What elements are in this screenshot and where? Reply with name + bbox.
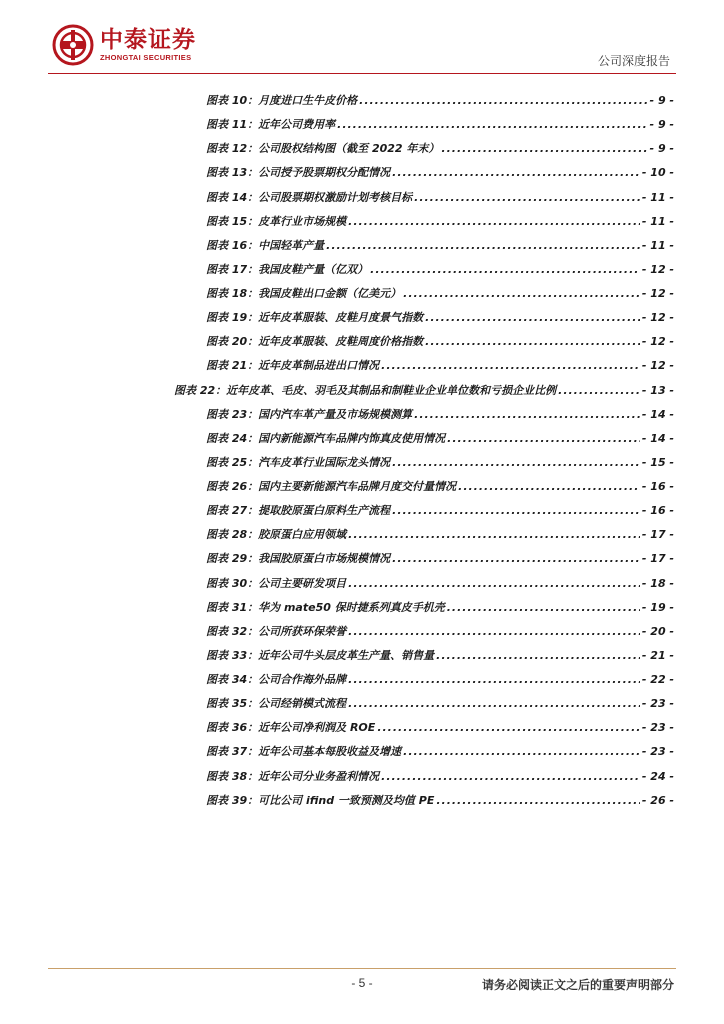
toc-entry-label: 图表 30：公司主要研发项目 [206,576,347,590]
toc-dot-leader [558,384,640,397]
toc-entry-page: - 15 - [641,455,674,469]
toc-entry-label: 图表 10：月度进口生牛皮价格 [206,94,358,107]
toc-dot-leader [381,359,640,372]
toc-entry[interactable] [206,357,674,381]
toc-dot-leader [392,552,640,565]
toc-entry[interactable] [206,575,674,599]
toc-entry-label: 图表 23：国内汽车革产量及市场规模测算 [206,407,413,421]
toc-entry-label: 图表 19：近年皮革服装、皮鞋月度景气指数 [206,311,424,325]
toc-entry-page: - 17 - [641,552,674,566]
logo-en: ZHONGTAI SECURITIES [100,53,192,62]
toc-dot-leader [436,649,640,662]
toc-entry[interactable] [174,382,674,406]
toc-entry-page: - 12 - [641,262,674,276]
toc-entry-label: 图表 20：近年皮革服装、皮鞋周度价格指数 [206,335,424,349]
page-number: - 5 - [351,976,373,990]
toc-entry-label: 图表 17：我国皮鞋产量（亿双） [206,262,369,276]
toc-entry[interactable] [206,406,674,430]
toc-entry-page: - 18 - [641,576,674,590]
toc-entry-page: - 12 - [641,359,674,373]
toc-entry-label: 图表 12：公司股权结构图（截至 2022 年末） [206,142,440,156]
toc-entry-page: - 13 - [641,383,674,397]
toc-entry[interactable] [206,237,674,261]
toc-dot-leader [348,697,640,710]
toc-entry-label: 图表 27：提取胶原蛋白原料生产流程 [206,504,391,518]
toc-dot-leader [447,432,640,445]
toc-entry-page: - 9 - [649,94,674,107]
toc-entry[interactable] [206,261,674,285]
toc-dot-leader [370,263,640,276]
toc-entry[interactable] [206,743,674,767]
toc-entry-page: - 12 - [641,311,674,325]
toc-entry-page: - 23 - [641,697,674,711]
toc-dot-leader [377,721,640,734]
toc-entry-page: - 23 - [641,745,674,759]
toc-dot-leader [425,335,640,348]
toc-entry-page: - 22 - [641,673,674,686]
toc-dot-leader [392,166,640,179]
toc-entry[interactable] [206,792,674,816]
toc-entry-label: 图表 15：皮革行业市场规模 [206,214,347,228]
toc-entry-label: 图表 32：公司所获环保荣誉 [206,624,347,638]
toc-entry[interactable] [206,695,674,719]
toc-entry[interactable] [206,116,674,140]
toc-entry-label: 图表 34：公司合作海外品牌 [206,673,347,686]
toc-entry[interactable] [206,430,674,454]
toc-dot-leader [436,794,640,807]
toc-entry-label: 图表 33：近年公司牛头层皮革生产量、销售量 [206,648,435,662]
logo-text [100,27,196,63]
toc-entry-label: 图表 21：近年皮革制品进出口情况 [206,359,380,373]
toc-dot-leader [392,504,640,517]
toc-dot-leader [425,311,640,324]
toc-entry[interactable] [206,599,674,623]
toc-entry[interactable] [206,502,674,526]
toc-entry-label: 图表 24：国内新能源汽车品牌内饰真皮使用情况 [206,431,446,445]
toc-entry[interactable] [206,550,674,574]
toc-dot-leader [348,577,640,590]
header-divider [48,73,676,74]
toc-entry-page: - 26 - [641,793,674,807]
toc-entry-label: 图表 35：公司经销模式流程 [206,697,347,711]
toc-entry-label: 图表 28：胶原蛋白应用领域 [206,528,347,542]
toc-entry[interactable] [206,623,674,647]
toc-entry[interactable] [206,285,674,309]
toc-entry-label: 图表 18：我国皮鞋出口金额（亿美元） [206,287,402,300]
toc-entry-label: 图表 13：公司授予股票期权分配情况 [206,166,391,180]
toc-dot-leader [414,408,640,421]
toc-entry-label: 图表 36：近年公司净利润及 ROE [206,721,376,735]
toc-entry-label: 图表 16：中国轻革产量 [206,238,325,252]
toc-entry-page: - 12 - [641,335,674,349]
toc-dot-leader [458,480,640,493]
toc-entry[interactable] [206,140,674,164]
toc-entry-page: - 21 - [641,648,674,662]
toc-entry-page: - 24 - [641,769,674,783]
toc-dot-leader [348,673,640,686]
toc-entry[interactable] [206,213,674,237]
toc-entry-page: - 10 - [641,166,674,180]
report-type: 公司深度报告 [597,54,670,68]
toc-entry-label: 图表 39：可比公司 ifind 一致预测及均值 PE [206,793,435,807]
toc-entry-page: - 20 - [641,624,674,638]
toc-entry-label: 图表 22：近年皮革、毛皮、羽毛及其制品和制鞋业企业单位数和亏损企业比例 [174,383,557,397]
toc-entry-page: - 11 - [641,190,674,204]
toc-entry[interactable] [206,719,674,743]
page-header [0,0,724,80]
company-logo [52,24,196,66]
toc-dot-leader [392,456,640,469]
toc-entry[interactable] [206,768,674,792]
toc-entry-label: 图表 11：近年公司费用率 [206,118,336,132]
toc-entry-label: 图表 25：汽车皮革行业国际龙头情况 [206,455,391,469]
footer-disclaimer: 请务必阅读正文之后的重要声明部分 [481,978,674,992]
toc-entry-page: - 17 - [641,528,674,542]
toc-entry[interactable] [206,333,674,357]
toc-dot-leader [403,287,640,300]
toc-entry-label: 图表 38：近年公司分业务盈利情况 [206,769,380,783]
toc-dot-leader [441,142,647,155]
toc-entry-page: - 14 - [641,407,674,421]
table-of-figures [174,92,674,816]
toc-entry-label: 图表 29：我国胶原蛋白市场规模情况 [206,552,391,566]
toc-dot-leader [381,770,640,783]
toc-entry[interactable] [206,309,674,333]
toc-entry-label: 图表 14：公司股票期权激励计划考核目标 [206,190,413,204]
toc-entry-page: - 11 - [641,238,674,252]
toc-entry[interactable] [206,671,674,695]
toc-dot-leader [348,528,640,541]
toc-entry[interactable] [206,164,674,188]
toc-entry-label: 图表 37：近年公司基本每股收益及增速 [206,745,402,759]
toc-dot-leader [337,118,647,131]
toc-entry[interactable] [206,189,674,213]
toc-entry[interactable] [206,454,674,478]
toc-dot-leader [403,745,640,758]
toc-entry-page: - 12 - [641,287,674,300]
toc-dot-leader [447,601,640,614]
toc-dot-leader [359,94,647,107]
toc-entry-page: - 9 - [649,118,674,132]
toc-entry[interactable] [206,647,674,671]
toc-entry[interactable] [206,526,674,550]
toc-entry-page: - 16 - [641,504,674,518]
toc-entry-label: 图表 26：国内主要新能源汽车品牌月度交付量情况 [206,480,457,493]
footer-divider [48,968,676,969]
toc-entry-page: - 23 - [641,721,674,735]
toc-entry-page: - 9 - [649,142,674,156]
toc-entry-page: - 14 - [641,431,674,445]
toc-entry-page: - 19 - [641,600,674,614]
toc-dot-leader [348,215,640,228]
toc-dot-leader [348,625,640,638]
logo-cn: 中泰证券 [100,27,196,53]
toc-entry[interactable] [206,478,674,502]
toc-entry-label: 图表 31：华为 mate50 保时捷系列真皮手机壳 [206,600,445,614]
zhongtai-logo-icon [52,24,94,66]
toc-entry[interactable] [206,92,674,116]
toc-dot-leader [326,239,640,252]
toc-dot-leader [414,191,640,204]
toc-entry-page: - 16 - [641,480,674,493]
toc-entry-page: - 11 - [641,214,674,228]
